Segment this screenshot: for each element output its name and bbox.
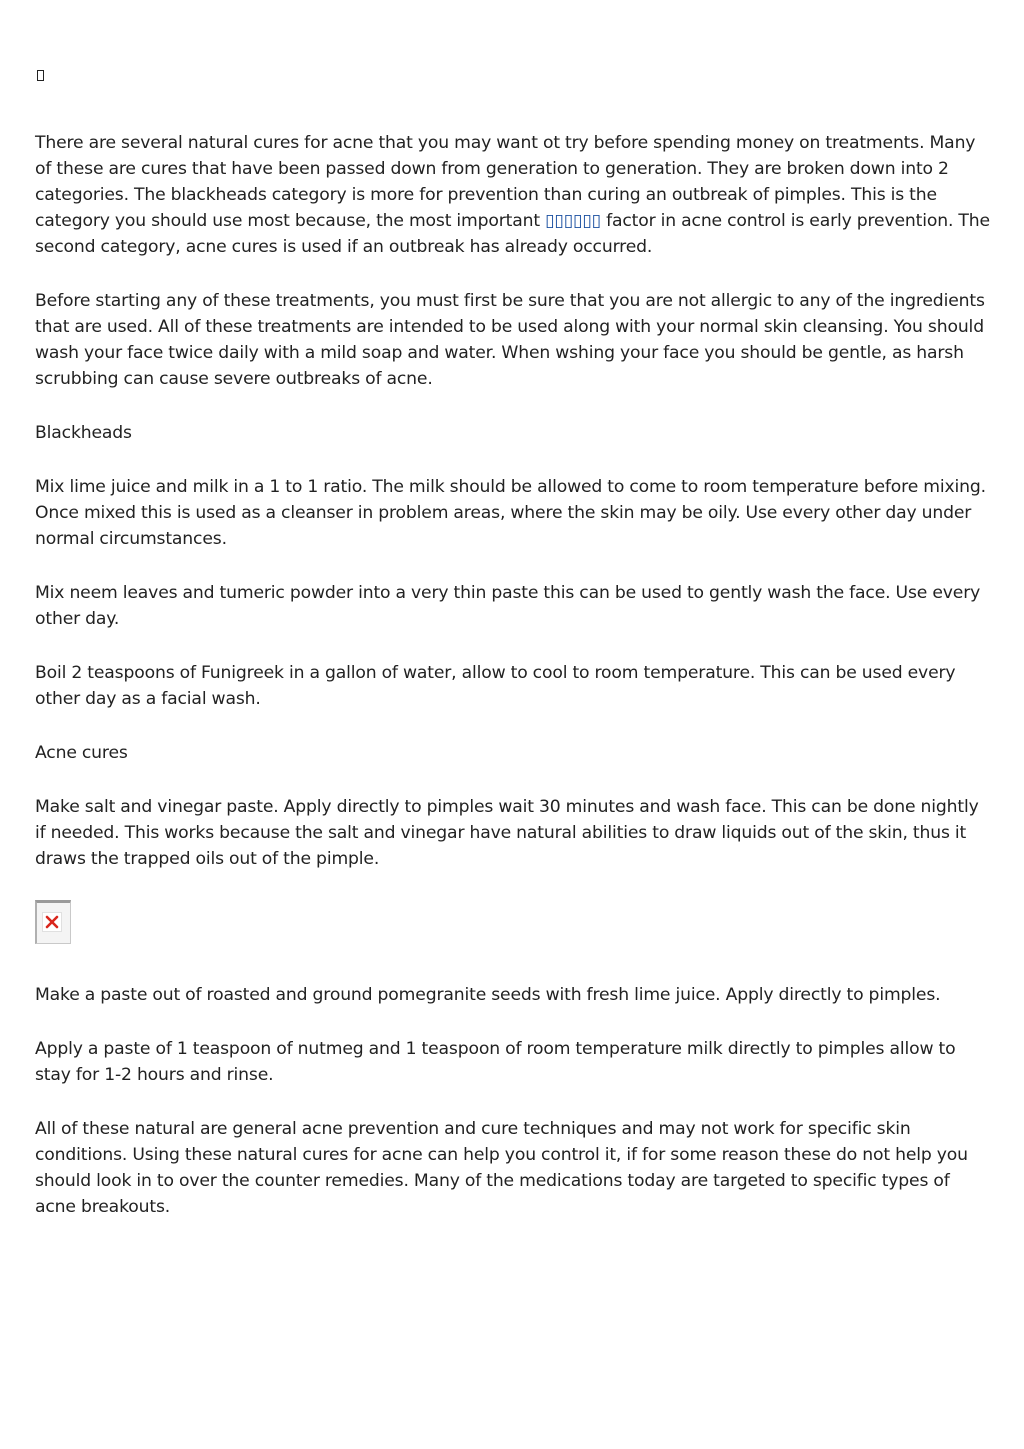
conclusion-paragraph: All of these natural are general acne prevention and cure techniques and may not work for specific skin conditions. Using these natural cures for acne can help you control it, if for some reason these do not help you should look in to over the counter remedies. Many of the medications today are targeted to specific types of acne breakouts. (35, 1119, 968, 1217)
section-heading-blackheads: Blackheads (35, 423, 132, 443)
nutmeg-paragraph: Apply a paste of 1 teaspoon of nutmeg and 1 teaspoon of room temperature milk directly to pimples allow to stay for 1-2 hours and rinse. (35, 1039, 956, 1085)
intro-text-start: There are several natural cures for acne that you may want ot try before spending money on treatments. Many of these are cures that have been passed down from generation to generation. They are broken down into 2 categories. The blackheads category is more for prevention than curing an outbreak of pimples. This is the category you should use most because, the most important (35, 133, 976, 231)
precaution-paragraph: Before starting any of these treatments, you must first be sure that you are not allergic to any of the ingredients that are used. All of these treatments are intended to be used along with your normal skin cleansing. You should wash your face twice daily with a mild soap and water. When wshing your face you should be gentle, as harsh scrubbing can cause severe outbreaks of acne. (35, 291, 985, 389)
inline-link[interactable]: ▯▯▯▯▯▯ (545, 211, 601, 231)
intro-text-end: factor in acne control is early prevention. The second category, acne cures is used if an outbreak has already occurred. (35, 211, 990, 257)
missing-glyph-icon (37, 70, 44, 81)
broken-image (35, 900, 71, 944)
salt-vinegar-paragraph: Make salt and vinegar paste. Apply directly to pimples wait 30 minutes and wash face. This can be done nightly if needed. This works because the salt and vinegar have natural abilities to draw liquids out of the skin, thus it draws the trapped oils out of the pimple. (35, 797, 979, 869)
intro-paragraph (35, 130, 993, 260)
article-body (35, 62, 993, 1248)
pomegranite-paragraph: Make a paste out of roasted and ground pomegranite seeds with fresh lime juice. Apply directly to pimples. (35, 985, 941, 1005)
broken-image-icon (42, 912, 62, 932)
funigreek-paragraph: Boil 2 teaspoons of Funigreek in a gallon of water, allow to cool to room temperature. This can be used every other day as a facial wash. (35, 663, 956, 709)
neem-paragraph: Mix neem leaves and tumeric powder into a very thin paste this can be used to gently wash the face. Use every other day. (35, 583, 981, 629)
section-heading-acne-cures: Acne cures (35, 743, 128, 763)
lime-milk-paragraph: Mix lime juice and milk in a 1 to 1 ratio. The milk should be allowed to come to room temperature before mixing. Once mixed this is used as a cleanser in problem areas, where the skin may be oily. Use every other day under normal circumstances. (35, 477, 986, 549)
